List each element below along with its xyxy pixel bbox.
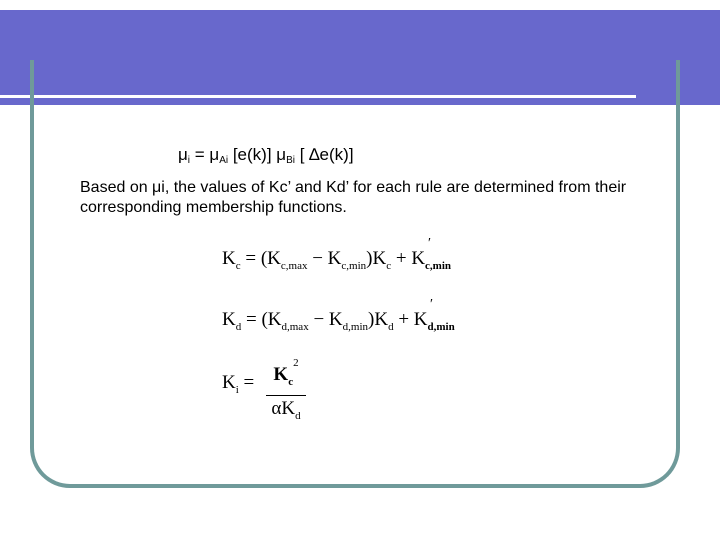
kd-equation: $K_d = (K_{d,max} - K_{d,min})K_d + K_{d,min}$	[222, 309, 455, 333]
membership-formula: $\mu_i = \mu_{Ai}$ [e(k)] $\mu_{Bi}$ [ ∆e(k)]	[178, 145, 354, 166]
fraction-bar	[266, 395, 306, 396]
slide-frame	[30, 60, 680, 488]
kc-prime: ′	[428, 236, 432, 251]
ki-numerator: $K_c^2$	[273, 357, 299, 388]
ki-fraction	[266, 352, 306, 427]
body-paragraph: Based on μi, the values of Kc’ and Kd’ for each rule are determined from their corresponding membership functions.	[80, 179, 627, 216]
kc-equation: $K_c = (K_{c,max} - K_{c,min})K_c + K_{c,min}$	[222, 248, 452, 272]
ki-equation-lhs: $K_i$ =	[222, 372, 255, 396]
kd-prime: ′	[430, 297, 434, 312]
ki-denominator: $\alpha K_d$	[271, 398, 301, 422]
